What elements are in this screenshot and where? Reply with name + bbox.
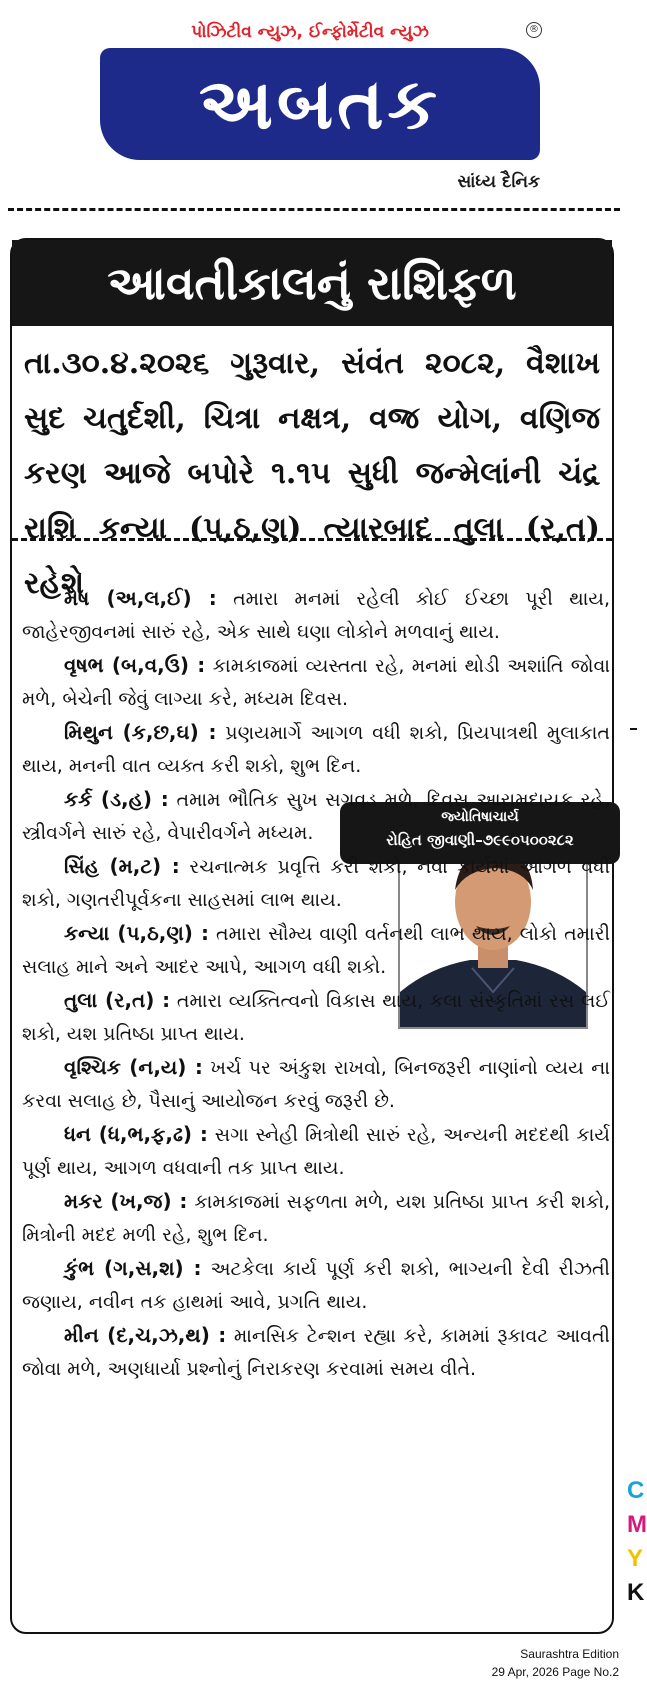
edition-footer [492, 1645, 619, 1681]
cmyk-letter-y: Y [627, 1545, 644, 1572]
rashi-sign: કુંભ (ગ,સ,શ) : [64, 1256, 202, 1280]
rashi-text: તમારા વ્યક્તિત્વનો વિકાસ થાય, કલા સંસ્કૃતિમાં રસ લઈ શકો, યશ પ્રતિષ્ઠા પ્રાપ્ત થાય. [22, 990, 611, 1045]
rashi-text: કામકાજમાં સફળતા મળે, યશ પ્રતિષ્ઠા પ્રાપ્ત કરી શકો, મિત્રોની મદદ મળી રહે, શુભ દિન. [22, 1191, 610, 1246]
rashi-entry-makar [22, 1185, 610, 1252]
rashi-entry-meen [22, 1319, 610, 1386]
rashi-text: તમારા સૌમ્ય વાણી વર્તનથી લાભ થાય, લોકો તમારી સલાહ માને અને આદર આપે, આગળ વધી શકો. [22, 923, 611, 978]
registered-mark: ® [526, 22, 542, 38]
cmyk-letter-m: M [627, 1511, 647, 1538]
cmyk-letter-c: C [627, 1477, 645, 1504]
rashi-entry-sinh [22, 850, 610, 917]
rashi-text: માનસિક ટેન્શન રહ્યા કરે, કામમાં રૂકાવટ આવતી જોવા મળે, અણધાર્યા પ્રશ્નોનું નિરાકરણ કરવામાં સમય વીતે. [22, 1325, 610, 1380]
rashi-entry-kark [22, 783, 610, 850]
rashi-sign: મકર (ખ,જ) : [64, 1189, 188, 1213]
masthead-logo: અબતક [100, 48, 540, 160]
masthead-tagline: પોઝિટીવ ન્યુઝ, ઈન્ફોર્મેટીવ ન્યુઝ [191, 22, 429, 42]
page-title: આવતીકાલનું રાશિફળ [12, 240, 612, 326]
rashi-sign: વૃષભ (બ,વ,ઉ) : [64, 653, 206, 677]
rashi-sign: તુલા (ર,ત) : [64, 988, 171, 1012]
rashi-list [22, 582, 610, 1386]
edition-name: Saurashtra Edition [520, 1647, 619, 1661]
rashi-entry-kumbh [22, 1252, 610, 1319]
edition-date-page: 29 Apr, 2026 Page No.2 [491, 1665, 619, 1679]
rashi-sign: મીન (દ,ચ,ઝ,થ) : [64, 1323, 227, 1347]
rashi-sign: કન્યા (પ,ઠ,ણ) : [64, 921, 209, 945]
rashi-text: સગા સ્નેહી મિત્રોથી સારું રહે, અન્યની મદદથી કાર્ય પૂર્ણ થાય, આગળ વધવાની તક પ્રાપ્ત થાય. [22, 1124, 610, 1179]
cmyk-letter-k: K [627, 1579, 645, 1606]
page-edge-mark [630, 728, 637, 730]
rashi-sign: મેષ (અ,લ,ઈ) : [64, 586, 217, 610]
rashi-sign: વૃશ્ચિક (ન,ય) : [64, 1055, 203, 1079]
top-divider [8, 208, 620, 211]
rashi-entry-tula [22, 984, 610, 1051]
masthead-subtitle: સાંધ્ય દૈનિક [457, 172, 540, 192]
rashi-text: તમારા મનમાં રહેલી કોઈ ઈચ્છા પૂરી થાય, જાહેરજીવનમાં સારું રહે, એક સાથે ઘણા લોકોને મળવાનું થાય. [22, 588, 610, 643]
rashi-text: ખર્ચ પર અંકુશ રાખવો, બિનજરૂરી નાણાંનો વ્યય ના કરવા સલાહ છે, પૈસાનું આયોજન કરવું જરૂરી છે. [22, 1057, 610, 1112]
panchang-date-line: તા.૩૦.૪.૨૦૨૬ ગુરૂવાર, સંવંત ૨૦૮૨, વૈશાખ સુદ ચતુર્દશી, ચિત્રા નક્ષત્ર, વજ્ર યોગ, વણિજ કરણ આજે બપોરે ૧.૧૫ સુધી જન્મેલાંની ચંદ્ર રાશિ કન્યા (પ,ઠ,ણ) ત્યારબાદ તુલા (ર,ત) રહેશે [24, 346, 600, 601]
rashi-sign: કર્ક (ડ,હ) : [64, 787, 169, 811]
rashi-text: કામકાજમાં વ્યસ્તતા રહે, મનમાં થોડી અશાંતિ જોવા મળે, બેચેની જેવું લાગ્યા કરે, મધ્યમ દિવસ. [22, 655, 610, 710]
rashi-text: રચનાત્મક પ્રવૃત્તિ કરી શકો, નવા કાર્યમાં આગળ વધી શકો, ગણતરીપૂર્વકના સાહસમાં લાભ થાય. [22, 856, 610, 911]
rashi-entry-vrushabh [22, 649, 610, 716]
section-divider [12, 538, 612, 541]
rashi-entry-mithun [22, 716, 610, 783]
rashi-sign: સિંહ (મ,ટ) : [64, 854, 180, 878]
rashi-sign: મિથુન (ક,છ,ઘ) : [64, 720, 217, 744]
rashi-sign: ધન (ધ,ભ,ફ,ઢ) : [64, 1122, 208, 1146]
rashi-text: પ્રણયમાર્ગે આગળ વધી શકો, પ્રિયપાત્રથી મુલાકાત થાય, મનની વાત વ્યક્ત કરી શકો, શુભ દિન. [22, 722, 611, 777]
rashi-entry-dhan [22, 1118, 610, 1185]
cmyk-edge-letters [627, 1474, 647, 1610]
astrologer-name: રોહિત જીવાણી–૭૯૯૦૫૦૦૨૮૨ [386, 831, 574, 849]
rashi-entry-vrushchik [22, 1051, 610, 1118]
rashi-entry-kanya [22, 917, 610, 984]
astrologer-role: જ્યોતિષાચાર્ય [441, 809, 519, 825]
rashi-entry-mesh [22, 582, 610, 649]
rashi-text: તમામ ભૌતિક સુખ સગવડ મળે, દિવસ આરામદાયક રહે, સ્ત્રીવર્ગને સારું રહે, વેપારીવર્ગને મધ્યમ. [22, 789, 610, 844]
rashi-text: અટકેલા કાર્ય પૂર્ણ કરી શકો, ભાગ્યની દેવી રીઝતી જણાય, નવીન તક હાથમાં આવે, પ્રગતિ થાય. [22, 1258, 610, 1313]
